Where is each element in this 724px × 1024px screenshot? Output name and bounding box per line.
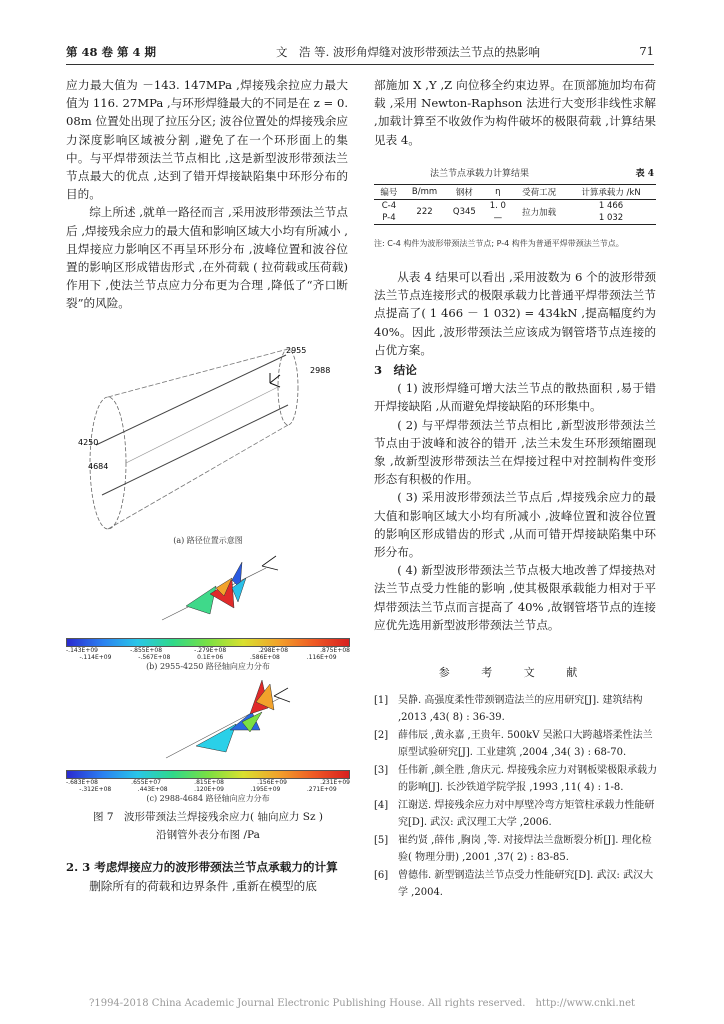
paragraph: 部施加 X ,Y ,Z 向位移全约束边界。在顶部施加均布荷载 ,采用 Newton-Raphson 法进行大变形非线性求解 ,加载计算至不收敛作为构件破坏的极限荷载 ,计算结果见表 4。 <box>374 78 656 147</box>
paragraph: 从表 4 结果可以看出 ,采用波数为 6 个的波形带颈法兰节点连接形式的极限承载力比普通平焊带颈法兰节点提高了( 1 466 － 1 032) = 434kN ,提高幅度约为 40%。因此 ,波形带颈法兰应该成为钢管塔节点连接的占优方案。 <box>374 270 656 357</box>
table-title: 法兰节点承载力计算结果 <box>430 169 530 179</box>
reference-text: 任伟新 ,颜全胜 ,詹庆元. 焊接残余应力对钢板梁极限承载力的影响[J]. 长沙铁道学院学报 ,1993 ,11( 4) : 1-8. <box>398 765 658 793</box>
tick: .443E+08 <box>137 786 168 793</box>
conclusion-item: ( 2) 与平焊带颈法兰节点相比 ,新型波形带颈法兰节点由于波峰和波谷的错开 ,法兰未发生环形颈缩圈现象 ,故新型波形带颈法兰在焊接过程中对控制构件变形形态有积极的作用。 <box>374 417 656 487</box>
paragraph: 应力最大值为 －143. 147MPa ,焊接残余拉应力最大值为 116. 27MPa ,与环形焊缝最大的不同是在 z = 0. 08m 位置处出现了拉压分区; 波谷位置处的焊接残余应力深度影响区域被分割 ,避免了在一个环形面上的集中。与平焊带颈法兰节点相比 ,这是新型波形带颈法兰节点最大的优点 ,达到了错开焊接缺陷集中环形分布的目的。 <box>66 78 348 202</box>
references-list <box>374 692 658 902</box>
colorbar-b-top-ticks <box>66 647 350 654</box>
table-label: 表 4 <box>635 169 654 179</box>
reference-number: [6] <box>374 870 389 881</box>
label-4250: 4250 <box>78 438 99 447</box>
left-column <box>66 76 348 313</box>
figure-7b <box>66 548 350 671</box>
reference-item <box>374 727 658 761</box>
tick: -.143E+09 <box>66 647 98 654</box>
reference-text: 薛伟辰 ,黄永嘉 ,王贵年. 500kV 吴淞口大跨越塔柔性法兰原型试验研究[J]. 工业建筑 ,2004 ,34( 3) : 68-70. <box>398 730 653 758</box>
colorbar-c <box>66 770 350 779</box>
tick: -.855E+08 <box>130 647 163 654</box>
reference-item <box>374 762 658 796</box>
subcaption-a: (a) 路径位置示意图 <box>173 536 243 545</box>
table-cell: Q345 <box>452 207 476 217</box>
caption-line: 沿钢管外表分布图 /Pa <box>156 829 260 841</box>
reference-text: 江谢送. 焊接残余应力对中厚壁冷弯方矩管柱承载力性能研究[D]. 武汉: 武汉理工大学 ,2006. <box>398 800 655 828</box>
conclusion-heading: 3 结论 <box>374 363 417 378</box>
colorbar-b-bottom-ticks <box>66 654 350 661</box>
path-diagram <box>66 345 350 531</box>
tick: .231E+09 <box>320 779 350 786</box>
table-cell: 1 032 <box>598 213 624 223</box>
colorbar-b <box>66 638 350 647</box>
tick: -.279E+08 <box>194 647 227 654</box>
conclusion-item: ( 3) 采用波形带颈法兰节点后 ,焊接残余应力的最大值和影响区域大小均有所减小 ,波峰位置和波谷位置的影响区形成错齿的形式 ,从而可错开焊接缺陷集中环形分布。 <box>374 490 656 560</box>
table-cell: 拉力加载 <box>522 208 557 218</box>
label-4684: 4684 <box>88 462 109 471</box>
reference-item <box>374 867 658 901</box>
page-number: 71 <box>639 44 654 58</box>
label-2955: 2955 <box>286 346 307 355</box>
stress-plot-b <box>66 548 350 634</box>
section-heading: 2. 3 考虑焊接应力的波形带颈法兰节点承载力的计算 <box>66 860 338 874</box>
running-header <box>66 44 654 64</box>
table-cell: 1 466 <box>598 201 624 211</box>
tick: -.567E+08 <box>138 654 171 661</box>
references-title: 参 考 文 献 <box>438 666 592 679</box>
journal-volume: 第 48 卷 第 4 期 <box>66 45 157 59</box>
table-header-row <box>374 185 656 200</box>
table-4 <box>374 184 656 225</box>
copyright-footer: ?1994-2018 China Academic Journal Electronic Publishing House. All rights reserved. http://www.cnki.net <box>88 998 635 1009</box>
table-cell: C-4 <box>381 201 397 211</box>
figure-7-caption <box>66 808 350 844</box>
tick: .875E+08 <box>320 647 350 654</box>
path-2955-4250 <box>96 355 286 445</box>
tick: -.683E+08 <box>66 779 98 786</box>
table-cell: 222 <box>416 207 433 217</box>
tick: .298E+08 <box>258 647 289 654</box>
running-title: 文 浩 等. 波形角焊缝对波形带颈法兰节点的热影响 <box>276 45 540 59</box>
stress-plot-c <box>66 672 350 766</box>
table-header: 受荷工况 <box>522 188 557 198</box>
caption-line: 图 7 波形带颈法兰焊接残余应力( 轴向应力 Sz ) <box>93 811 323 823</box>
figure-7a <box>66 345 350 545</box>
reference-number: [1] <box>374 695 389 706</box>
reference-item <box>374 797 658 831</box>
reference-number: [2] <box>374 730 389 741</box>
table-row <box>374 200 656 213</box>
subcaption-b: (b) 2955-4250 路径轴向应力分布 <box>146 662 270 671</box>
table-cell: 1. 0 <box>489 201 506 211</box>
tick: .271E+09 <box>306 786 337 793</box>
colorbar-c-bottom-ticks <box>66 786 350 793</box>
paragraph: 综上所述 ,就单一路径而言 ,采用波形带颈法兰节点后 ,焊接残余应力的最大值和影响区域大小均有所减小 ,且焊接应力影响区不再呈环形分布 ,波峰位置和波谷位置的影响区形成错齿形式 ,在外荷载 ( 拉荷载或压荷载) 作用下 ,使法兰节点应力分布更为合理 ,降低了“齐口断裂”的风险。 <box>66 205 348 311</box>
table-header: B/mm <box>411 187 438 197</box>
tick: 0.1E+06 <box>197 654 224 661</box>
header-rule <box>66 64 654 65</box>
reference-item <box>374 832 658 866</box>
table-cell: P-4 <box>382 213 396 223</box>
table-cell: — <box>493 213 503 223</box>
reference-number: [3] <box>374 765 389 776</box>
section-2-3 <box>66 858 350 895</box>
label-2988: 2988 <box>310 366 331 375</box>
colorbar-c-top-ticks <box>66 779 350 786</box>
right-column-top <box>374 76 656 164</box>
reference-item <box>374 692 658 726</box>
reference-text: 吴静. 高强度柔性带颈钢造法兰的应用研究[J]. 建筑结构 ,2013 ,43( 8) : 36-39. <box>398 695 643 723</box>
tick: .116E+09 <box>306 654 337 661</box>
conclusion-item: ( 1) 波形焊缝可增大法兰节点的散热面积 ,易于错开焊接缺陷 ,从而避免焊接缺陷的环形集中。 <box>374 381 656 414</box>
tick: -.114E+09 <box>79 654 112 661</box>
tick: .195E+09 <box>250 786 281 793</box>
table-note: 注: C-4 构件为波形带颈法兰节点; P-4 构件为普通平焊带颈法兰节点。 <box>374 239 624 248</box>
conclusion-item: ( 4) 新型波形带颈法兰节点极大地改善了焊接热对法兰节点受力性能的影响 ,使其极限承载能力相对于平焊带颈法兰节点而言提高了 40% ,故钢管塔节点的连接应优先选用新型波形带颈法兰节点。 <box>374 563 656 632</box>
path-2988-4684 <box>102 405 288 495</box>
tick: .156E+09 <box>257 779 287 786</box>
tick: .815E+08 <box>194 779 224 786</box>
table-header: η <box>495 187 501 197</box>
tick: .655E+07 <box>131 779 161 786</box>
reference-text: 曾德伟. 新型钢造法兰节点受力性能研究[D]. 武汉: 武汉大学 ,2004. <box>398 870 654 898</box>
tick: .586E+08 <box>250 654 280 661</box>
reference-text: 崔约贤 ,薛伟 ,胸岗 ,等. 对接焊法兰盘断裂分析[J]. 理化检验( 物理分册) ,2001 ,37( 2) : 83-85. <box>398 835 652 863</box>
table-header: 编号 <box>380 188 398 198</box>
paragraph: 删除所有的荷载和边界条件 ,重新在模型的底 <box>89 878 317 893</box>
figure-7c <box>66 672 350 803</box>
subcaption-c: (c) 2988-4684 路径轴向应力分布 <box>146 794 270 803</box>
reference-number: [5] <box>374 835 389 846</box>
right-column-body <box>374 268 656 634</box>
tick: -.312E+08 <box>79 786 112 793</box>
tick: .120E+09 <box>194 786 224 793</box>
reference-number: [4] <box>374 800 389 811</box>
table-header: 钢材 <box>455 188 473 198</box>
table-header: 计算承载力 /kN <box>581 188 641 198</box>
